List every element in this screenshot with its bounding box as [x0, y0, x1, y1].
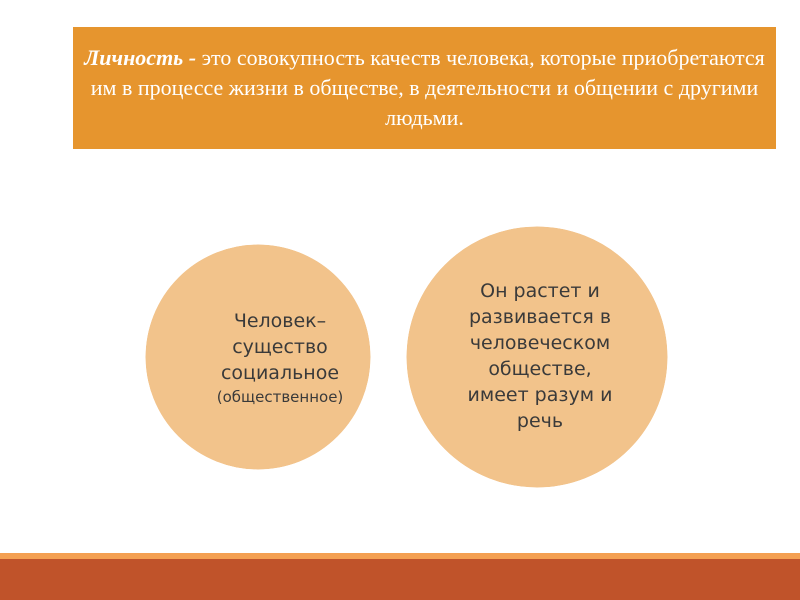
definition-term: Личность - [84, 45, 197, 70]
right-circle-text [430, 278, 650, 434]
left-circle-line-3: социальное [220, 362, 340, 384]
right-circle-line-2: развивается в [468, 306, 612, 328]
left-circle-line-1: Человек– [233, 310, 327, 332]
definition-text: это совокупность качеств человека, которые приобретаются им в процессе жизни в обществе, в деятельности и общении с другими людьми. [90, 45, 765, 130]
right-circle-line-1: Он растет и [480, 280, 600, 302]
right-circle-line-4: обществе, [488, 358, 592, 380]
right-circle-line-5: имеет разум и [467, 384, 613, 406]
footer-bar [0, 559, 800, 600]
right-circle-line-6: речь [516, 410, 564, 432]
right-circle-line-3: человеческом [469, 332, 611, 354]
left-circle-text [170, 308, 390, 408]
left-circle-line-2: существо [232, 336, 328, 358]
left-circle-line-4: (общественное) [216, 388, 344, 406]
